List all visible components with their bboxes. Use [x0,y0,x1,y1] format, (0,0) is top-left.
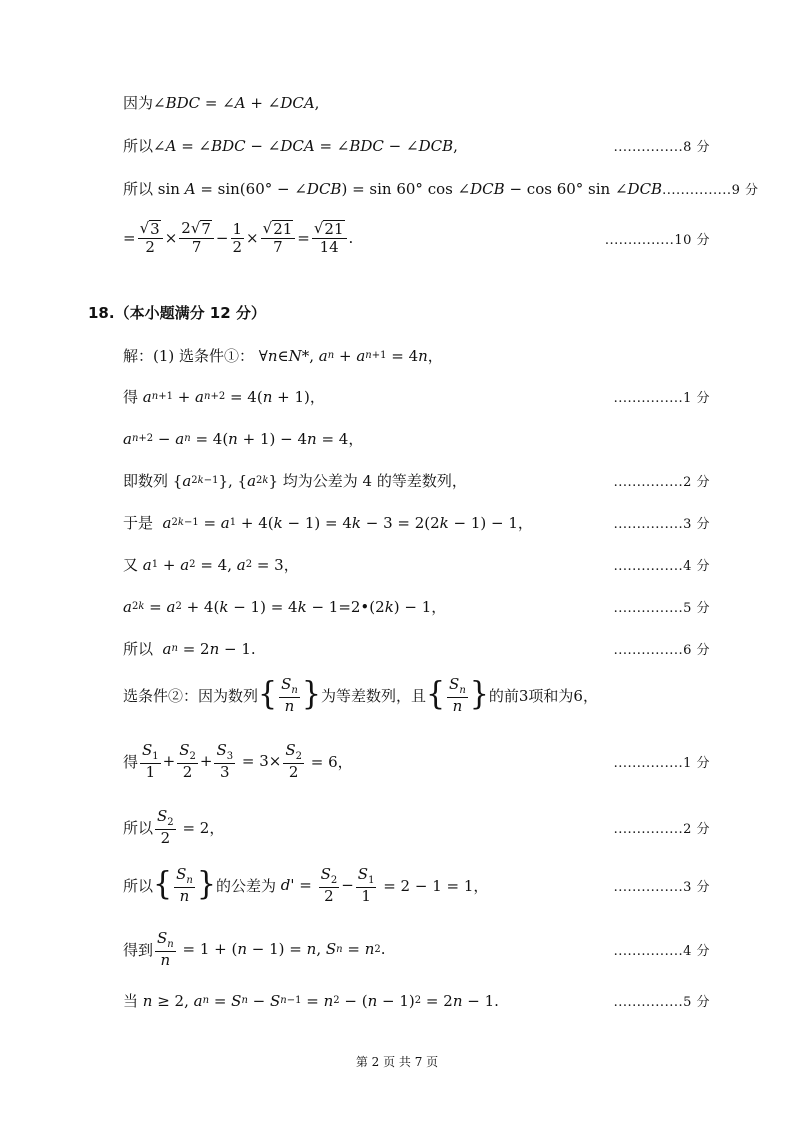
math-expression: 得 $\frac{S_1}{1}$ + $\frac{S_2}{2}$ + $\frac{S_3}{3}$ = 3× $\frac{S_2}{2}$ = 6， [123,741,353,781]
line-14 [123,742,710,781]
math-expression: 选条件②：因为数列 { $\frac{S_n}{n}$ } 为等差数列，且 { $\frac{S_n}{n}$ } 的前3项和为6， [123,675,598,715]
score-label: ...............4 分 [613,943,710,959]
math-expression: 因为∠ BDC = ∠ A + ∠ DCA , [123,93,320,112]
math-expression: 得到 $\frac{S_n}{n}$ = 1 + ( n − 1) = n , S n = n 2 . [123,929,386,969]
line-13 [123,676,710,715]
score-label: ...............3 分 [613,517,710,532]
line-10 [123,554,710,575]
math-expression: a 2k = a 2 + 4( k − 1) = 4 k − 1=2•(2 k ) − 1， [123,597,447,616]
score-label: ...............5 分 [613,995,710,1010]
math-expression: 所以 { $\frac{S_n}{n}$ } 的公差为 d ' = $\frac{S_2}{2}$ − $\frac{S_1}{1}$ = 2 − 1 = 1， [123,865,489,905]
line-7 [123,428,710,449]
math-expression: 所以∠ A = ∠ BDC − ∠ DCA = ∠ BDC − ∠ DCB , [123,136,458,155]
math-expression: 得 a n+1 + a n+2 = 4( n + 1)， [123,387,325,406]
line-4 [123,220,710,257]
math-expression: 所以 sin A = sin(60° − ∠ DCB ) = sin 60° cos ∠ DCB − cos 60° sin ∠ DCB [123,179,663,198]
score-label: ...............4 分 [613,559,710,574]
score-label: ...............2 分 [613,475,710,490]
line-15 [123,808,710,847]
line-9 [123,512,710,533]
math-expression: a n+2 − a n = 4( n + 1) − 4 n = 4， [123,429,364,448]
score-label: ...............8 分 [613,140,710,155]
line-18 [123,990,710,1011]
score-label: ...............10 分 [604,232,710,248]
score-label: ...............2 分 [613,821,710,837]
math-expression: 所以 a n = 2 n − 1. [123,639,256,658]
score-label: ...............3 分 [613,879,710,895]
problem-heading: 18.（本小题满分 12 分） [88,304,266,322]
line-12 [123,638,710,659]
math-expression: 所以 $\frac{S_2}{2}$ = 2， [123,807,225,847]
line-8 [123,470,710,491]
score-label: ...............9 分 [662,183,759,198]
line-2 [123,135,710,156]
score-label: ...............1 分 [613,391,710,406]
math-expression: 又 a 1 + a 2 = 4, a 2 = 3， [123,555,299,574]
line-16 [123,866,710,905]
math-expression: 当 n ≥ 2, a n = S n − S n−1 = n 2 − ( n − 1) 2 = 2 n − 1. [123,991,499,1010]
line-5 [123,345,710,366]
score-label: ...............5 分 [613,601,710,616]
line-1 [123,92,710,113]
math-expression: 于是 a 2k−1 = a 1 + 4( k − 1) = 4 k − 3 = 2(2 k − 1) − 1， [123,513,533,532]
score-label: ...............1 分 [613,755,710,771]
math-expression: 解：(1) 选条件①： ∀ n ∈ N *, a n + a n+1 = 4 n ， [123,346,443,365]
math-expression: = √ 3 2 × 2 √ 7 7 − $\frac{1}{2}$ × √ 21 7 = √ 21 14 . [123,219,354,257]
score-label: ...............6 分 [613,643,710,658]
line-11 [123,596,710,617]
math-expression: 即数列 { a 2k−1 }, { a 2k } 均为公差为 4 的等差数列， [123,471,467,490]
line-3 [123,178,759,199]
page-footer: 第 2 页 共 7 页 [355,1055,439,1069]
line-6 [123,386,710,407]
line-17 [123,930,710,969]
